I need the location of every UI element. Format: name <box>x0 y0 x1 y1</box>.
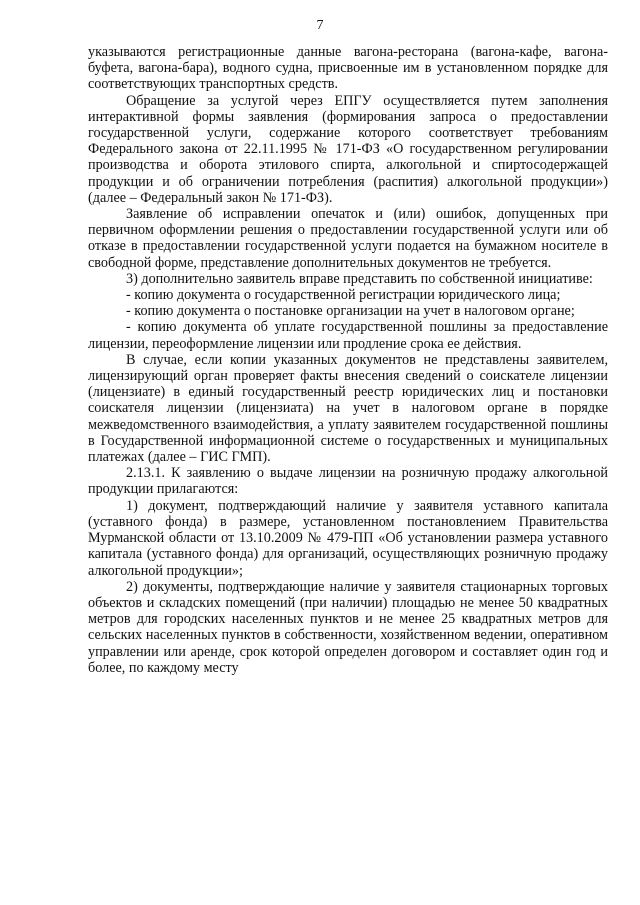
page-number: 7 <box>316 18 324 33</box>
list-item-capital-document: 1) документ, подтверждающий наличие у заявителя уставного капитала (уставного фонда) в размере, установленном постановлением Правительства Мурманской области от 13.10.2009 № 479-ПП «Об установлении размера уставного капитала (уставного фонда) для организаций, осуществляющих розничную продажу алкогольной продукции»; <box>88 497 608 579</box>
list-item-tax-registration-copy: - копию документа о постановке организации на учет в налоговом органе; <box>126 303 575 320</box>
paragraph-optional-documents: 3) дополнительно заявитель вправе представить по собственной инициативе: <box>126 270 593 287</box>
list-item-fee-payment-copy: - копию документа об уплате государственной пошлины за предоставление лицензии, переоформление лицензии или продление срока ее действия. <box>88 319 608 352</box>
paragraph-section-2-13-1: 2.13.1. К заявлению о выдаче лицензии на розничную продажу алкогольной продукции прилагаются: <box>88 465 608 498</box>
paragraph-continuation: указываются регистрационные данные вагона-ресторана (вагона-кафе, вагона-буфета, вагона-бара), водного судна, присвоенные им в установленном порядке для соответствующих транспортных средств. <box>88 44 608 93</box>
paragraph-correction-request: Заявление об исправлении опечаток и (или) ошибок, допущенных при первичном оформлении решения о предоставлении государственной услуги или об отказе в предоставлении государственной услуги подается на бумажном носителе в свободной форме, представление дополнительных документов не требуется. <box>88 206 608 271</box>
paragraph-interagency-check: В случае, если копии указанных документов не представлены заявителем, лицензирующий орган проверяет факты внесения сведений о соискателе лицензии (лицензиате) в единый государственный реестр юридических лиц и постановки соискателя лицензии (лицензиата) на учет в налоговом органе в порядке межведомственного взаимодействия, а уплату заявителем государственной пошлины в Государственной информационной системе о государственных и муниципальных платежах (далее – ГИС ГМП). <box>88 351 608 466</box>
document-body <box>88 44 608 676</box>
paragraph-epgu-request: Обращение за услугой через ЕПГУ осуществляется путем заполнения интерактивной формы заявления (формирования запроса о предоставлении государственной услуги, содержание которого соответствует требованиям Федерального закона от 22.11.1995 № 171-ФЗ «О государственном регулировании производства и оборота этилового спирта, алкогольной и спиртосодержащей продукции и об ограничении потребления (распития) алкогольной продукции») (далее – Федеральный закон № 171-ФЗ). <box>88 92 608 206</box>
list-item-registration-copy: - копию документа о государственной регистрации юридического лица; <box>126 287 561 304</box>
list-item-premises-documents: 2) документы, подтверждающие наличие у заявителя стационарных торговых объектов и складских помещений (при наличии) площадью не менее 50 квадратных метров для городских населенных пунктов и не менее 25 квадратных метров для сельских населенных пунктов в собственности, хозяйственном ведении, оперативном управлении или аренде, срок которой определен договором и составляет один год и более, по каждому месту <box>88 578 608 676</box>
